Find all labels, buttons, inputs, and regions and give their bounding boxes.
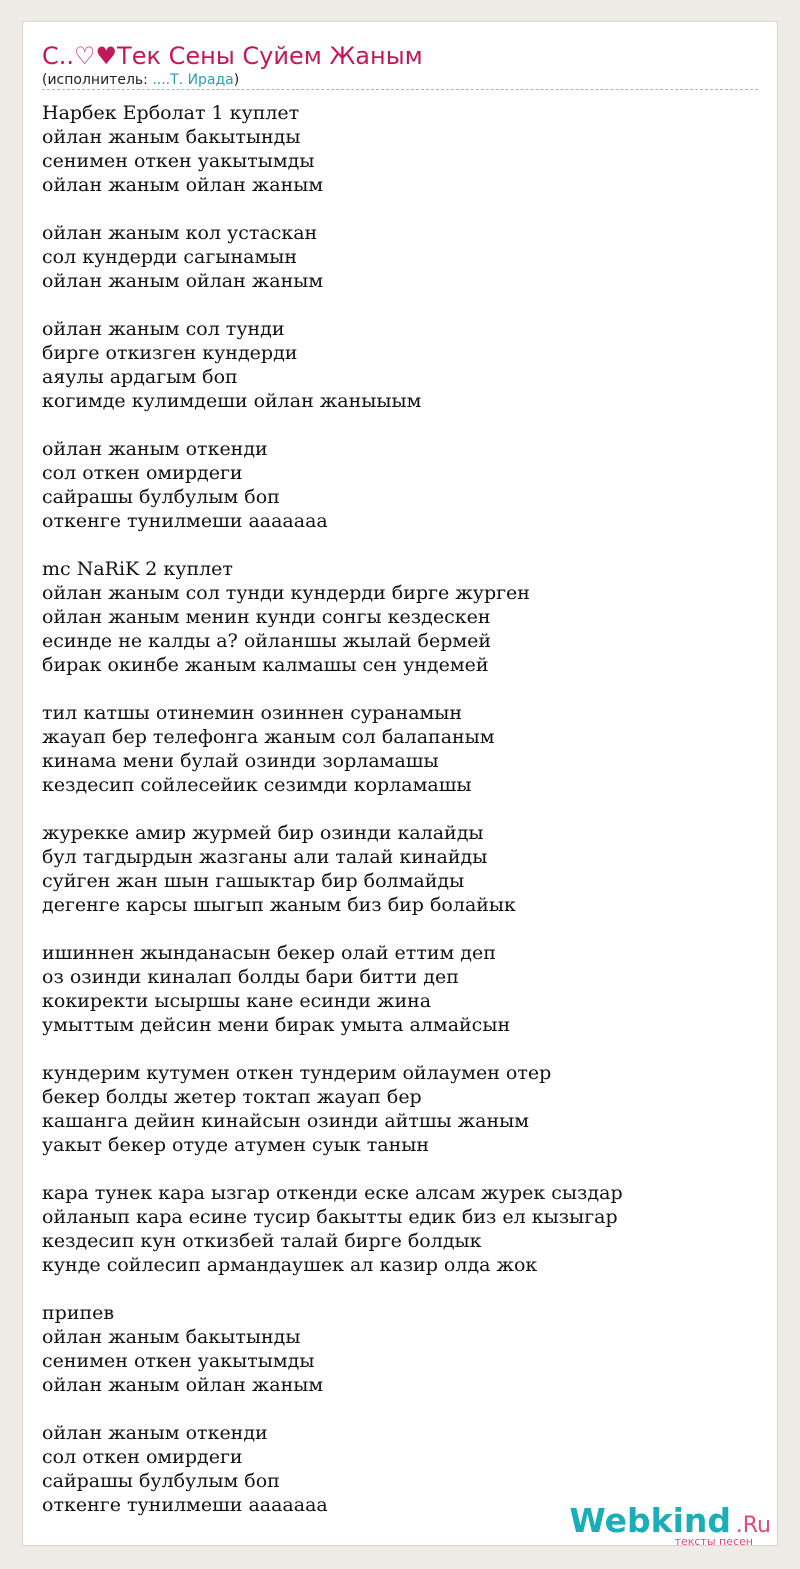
lyric-line: уакыт бекер отуде атумен суык танын: [42, 1134, 430, 1156]
lyric-line: есинде не калды а? ойланшы жылай бермей: [42, 630, 492, 652]
lyrics-body: [42, 101, 758, 1517]
lyric-line: сол откен омирдеги: [42, 462, 243, 484]
lyric-line: ойлан жаным ойлан жаным: [42, 270, 324, 292]
lyric-line: откенге тунилмеши ааааааа: [42, 510, 328, 532]
lyric-line: кездесип сойлесейик сезимди корламашы: [42, 774, 472, 796]
lyric-line: кара тунек кара ызгар откенди еске алсам журек сыздар: [42, 1182, 623, 1204]
lyric-line: ишиннен жынданасын бекер олай еттим деп: [42, 942, 496, 964]
lyric-line: [42, 917, 758, 941]
lyric-line: сайрашы булбулым боп: [42, 486, 280, 508]
lyric-line: ойлан жаным ойлан жаным: [42, 1374, 324, 1396]
artist-line: [42, 70, 239, 90]
lyric-line: кундерим кутумен откен тундерим ойлаумен отер: [42, 1062, 552, 1084]
divider: [42, 89, 758, 90]
lyric-line: [42, 533, 758, 557]
logo-domain-suffix: .Ru: [735, 1513, 771, 1538]
lyric-line: сол откен омирдеги: [42, 1446, 243, 1468]
song-title: С..♡♥Тек Сены Суйем Жаным: [42, 42, 423, 70]
lyric-line: сенимен откен уакытымды: [42, 1350, 315, 1372]
site-logo[interactable]: [569, 1501, 771, 1548]
lyric-line: кашанга дейин кинайсын озинди айтшы жаным: [42, 1110, 530, 1132]
lyric-line: Нарбек Ерболат 1 куплет: [42, 102, 300, 124]
lyric-line: сайрашы булбулым боп: [42, 1470, 280, 1492]
lyric-line: [42, 197, 758, 221]
lyric-line: ойлан жаным менин кунди сонгы кездескен: [42, 606, 491, 628]
lyric-line: аяулы ардагым боп: [42, 366, 238, 388]
lyric-line: бирге откизген кундерди: [42, 342, 298, 364]
lyric-line: сенимен откен уакытымды: [42, 150, 315, 172]
lyric-line: ойлан жаным сол тунди кундерди бирге журген: [42, 582, 530, 604]
artist-link[interactable]: ....Т. Ирада: [152, 72, 234, 88]
lyric-line: [42, 413, 758, 437]
lyric-line: ойлан жаным откенди: [42, 1422, 268, 1444]
lyric-line: [42, 797, 758, 821]
lyric-line: бул тагдырдын жазганы али талай кинайды: [42, 846, 488, 868]
lyric-line: [42, 293, 758, 317]
lyric-line: кинама мени булай озинди зорламашы: [42, 750, 439, 772]
artist-suffix: ): [233, 72, 240, 88]
lyric-line: бекер болды жетер токтап жауап бер: [42, 1086, 422, 1108]
lyric-line: ойлан жаным бакытынды: [42, 1326, 301, 1348]
lyric-line: ойлан жаным кол устаскан: [42, 222, 318, 244]
artist-prefix: (исполнитель:: [42, 72, 153, 88]
lyric-line: [42, 1157, 758, 1181]
lyric-line: [42, 1037, 758, 1061]
lyric-line: кездесип кун откизбей талай бирге болдык: [42, 1230, 482, 1252]
lyric-line: дегенге карсы шыгып жаным биз бир болайык: [42, 894, 516, 916]
lyric-line: жауап бер телефонга жаным сол балапаным: [42, 726, 495, 748]
lyric-line: суйген жан шын гашыктар бир болмайды: [42, 870, 465, 892]
lyric-line: бирак окинбе жаным калмашы сен ундемей: [42, 654, 489, 676]
lyric-line: [42, 677, 758, 701]
lyric-line: кокиректи ысыршы кане есинди жина: [42, 990, 432, 1012]
lyric-line: ойлан жаным откенди: [42, 438, 268, 460]
lyric-line: журекке амир журмей бир озинди калайды: [42, 822, 484, 844]
lyric-line: припев: [42, 1302, 115, 1324]
lyric-line: [42, 1397, 758, 1421]
lyric-line: [42, 1277, 758, 1301]
lyric-line: сол кундерди сагынамын: [42, 246, 298, 268]
lyric-line: умыттым дейсин мени бирак умыта алмайсын: [42, 1014, 511, 1036]
lyric-line: тил катшы отинемин озиннен суранамын: [42, 702, 463, 724]
lyric-line: кунде сойлесип армандаушек ал казир олда жок: [42, 1254, 538, 1276]
lyric-line: ойлан жаным ойлан жаным: [42, 174, 324, 196]
logo-wordmark: Webkind: [569, 1501, 731, 1540]
lyric-line: ойлан жаным бакытынды: [42, 126, 301, 148]
lyric-line: ойланып кара есине тусир бакытты едик биз ел кызыгар: [42, 1206, 618, 1228]
lyric-line: оз озинди киналап болды бари битти деп: [42, 966, 459, 988]
logo-tagline: тексты песен: [674, 1535, 753, 1548]
lyric-line: когимде кулимдеши ойлан жаныыым: [42, 390, 422, 412]
lyric-line: mc NaRiK 2 куплет: [42, 558, 233, 580]
lyric-line: ойлан жаным сол тунди: [42, 318, 285, 340]
lyric-line: откенге тунилмеши ааааааа: [42, 1494, 328, 1516]
